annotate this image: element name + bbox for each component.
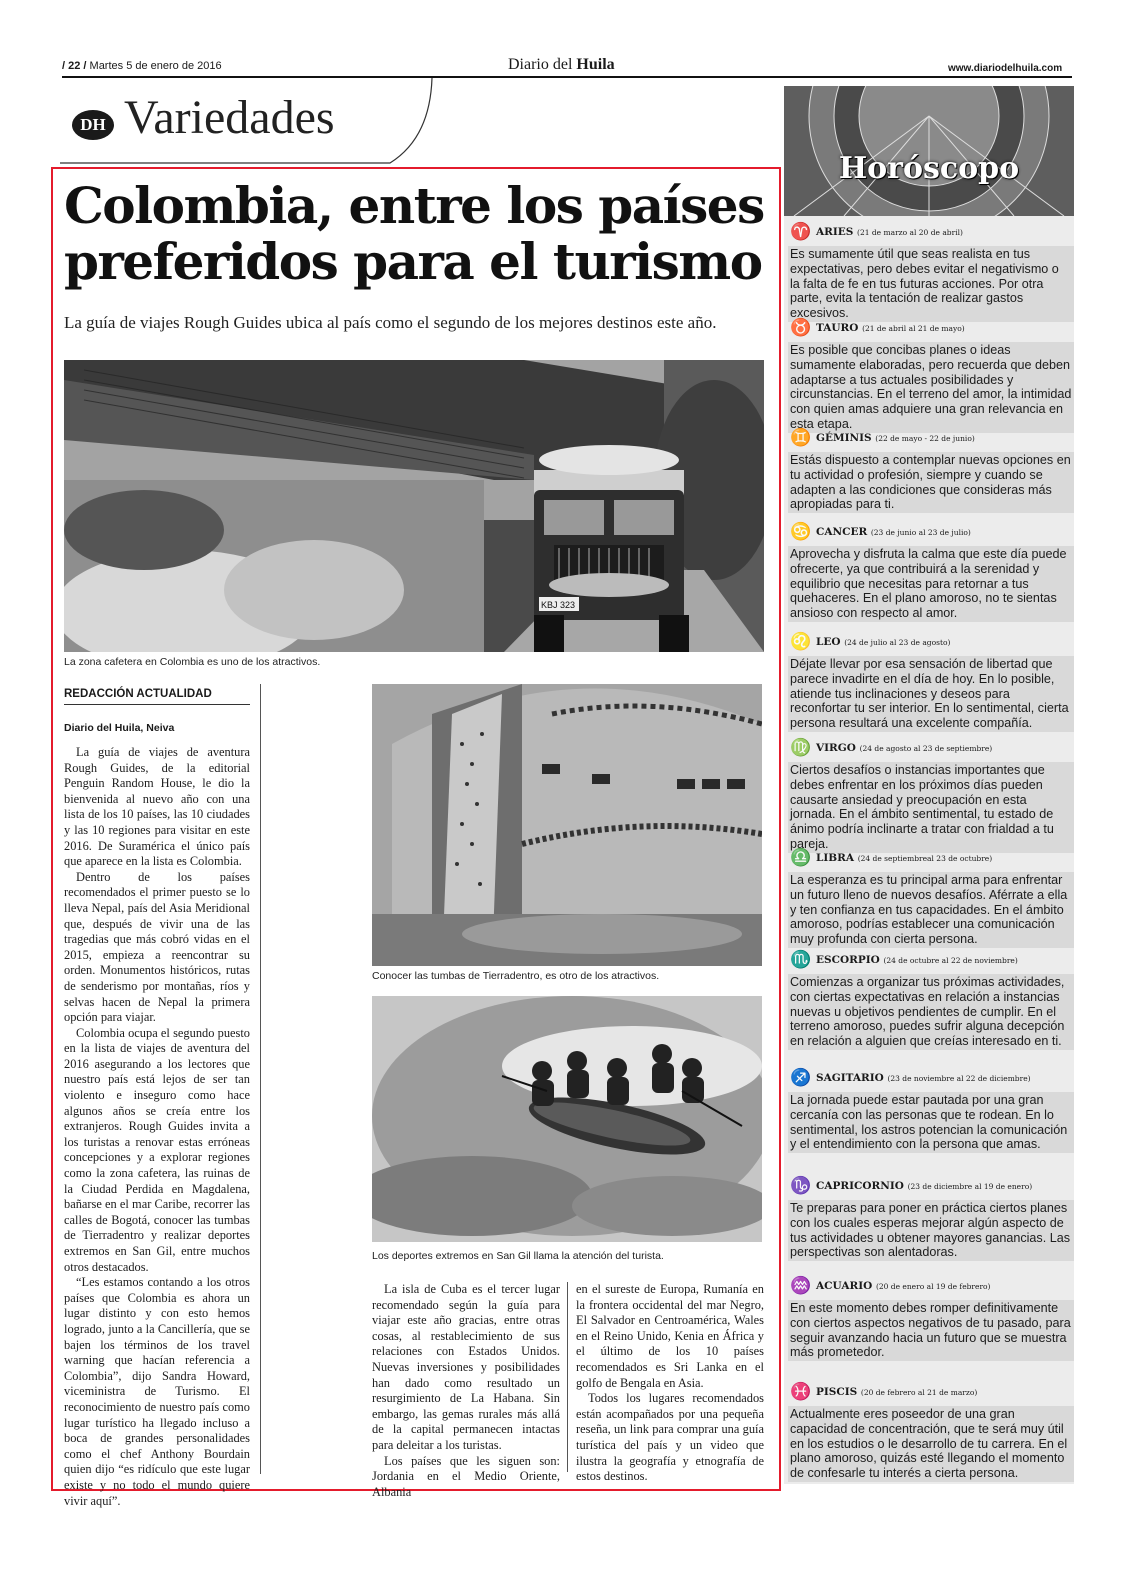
- zodiac-sign-dates: (20 de enero al 19 de febrero): [875, 1282, 991, 1291]
- body-paragraph: Todos los lugares recomendados están acompañados por una pequeña reseña, un link para comprar una guía turística del país y un video que ilustra la geografía y etnografía de estos destinos.: [576, 1391, 764, 1484]
- horoscope-sign-heading: [790, 848, 992, 868]
- zodiac-symbol-icon: ♒: [790, 1276, 812, 1296]
- horoscope-sign-text: Es posible que concibas planes o ideas sumamente elaboradas, pero recuerda que deben adaptarse a tus actuales posibilidades y circunstancias. En el terreno del amor, la intimidad con quien amas adquiere una gran relevancia en esta etapa.: [788, 342, 1074, 433]
- horoscope-sign-text: Aprovecha y disfruta la calma que este día puede ofrecerte, ya que contribuirá a la serenidad y equilibrio que necesitas para retornar a tus quehaceres. En el plano amoroso, no te sientas ansioso con respecto al amor.: [788, 546, 1074, 622]
- horoscope-sign-heading: [790, 950, 1018, 970]
- horoscope-sign-heading: [790, 1276, 990, 1296]
- page-date: [62, 60, 222, 72]
- horoscope-sign-heading: [790, 222, 963, 242]
- newspaper-name: [508, 56, 615, 74]
- horoscope-sign-text: Actualmente eres poseedor de una gran capacidad de concentración, que te será muy útil en los estudios o le desarrollo de tu carrera. En el plano amoroso, quizás esté llegando el momento de confesarle tu interés a cierta persona.: [788, 1406, 1074, 1482]
- column-divider: [260, 684, 261, 1474]
- horoscope-sign-text: Déjate llevar por esa sensación de libertad que parece invadirte en el día de hoy. En lo posible, atiende tus inclinaciones y deseos para reconfortar tu ser interior. En lo sentimental, cierta persona resultará una excelente compañía.: [788, 656, 1074, 732]
- zodiac-sign-name: CANCER: [816, 526, 871, 538]
- photo-caption-1: La zona cafetera en Colombia es uno de los atractivos.: [64, 656, 321, 668]
- horoscope-sign-heading: [790, 632, 950, 652]
- zodiac-symbol-icon: ♌: [790, 632, 812, 652]
- zodiac-sign-name: SAGITARIO: [816, 1072, 888, 1084]
- zodiac-sign-name: TAURO: [816, 322, 863, 334]
- photo-san-gil-rafting: [372, 996, 762, 1242]
- zodiac-sign-name: VIRGO: [816, 742, 860, 754]
- byline: REDACCIÓN ACTUALIDAD: [64, 688, 212, 700]
- body-paragraph: en el sureste de Europa, Rumanía en la frontera occidental del mar Negro, El Salvador en Centroamérica, Wales en el Reino Unido, Kenia en África y el último de los 10 países recomendados es Sri Lanka en el golfo de Bengala en Asia.: [576, 1282, 764, 1390]
- zodiac-sign-name: ARIES: [816, 226, 858, 238]
- paper-name-a: Diario del: [508, 56, 577, 73]
- dateline: Diario del Huila, Neiva: [64, 722, 175, 734]
- zodiac-symbol-icon: ♊: [790, 428, 812, 448]
- article-column-3: [576, 1282, 764, 1485]
- website-url[interactable]: www.diariodelhuila.com: [948, 63, 1063, 74]
- horoscope-sign-heading: [790, 1068, 1031, 1088]
- article-column-2: [372, 1282, 560, 1500]
- zodiac-sign-name: PISCIS: [816, 1386, 861, 1398]
- zodiac-sign-name: LEO: [816, 636, 845, 648]
- dh-logo: DH: [72, 110, 114, 140]
- body-paragraph: “Les estamos contando a los otros países que Colombia es ahora un lugar distinto y con esto hemos logrado, junto a la Cancillería, que se bajen los términos de los travel warning que hacían referencia a Colombia”, dijo Sandra Howard, viceministra de Turismo. El reconocimiento de nuestro país como lugar turístico ha llegado incluso a boca de grandes personalidades como el chef Anthony Bourdain quien dijo “es ridículo que este lugar existe y no todo el mundo quiere vivir aquí”.: [64, 1275, 250, 1508]
- body-paragraph: La guía de viajes de aventura Rough Guides, de la editorial Penguin Random House, le dio la bienvenida al nuevo año con una lista de los 10 países, las 10 ciudades y las 10 regiones para visitar en este 2016. De Suramérica el único país que aparece en la lista es Colombia.: [64, 745, 250, 869]
- zodiac-sign-dates: (21 de marzo al 20 de abril): [857, 228, 963, 237]
- zodiac-sign-name: ACUARIO: [816, 1280, 876, 1292]
- zodiac-sign-dates: (21 de abril al 21 de mayo): [862, 324, 965, 333]
- zodiac-sign-dates: (22 de mayo - 22 de junio): [875, 434, 975, 443]
- byline-rule: [64, 704, 250, 705]
- horoscope-sign-text: En este momento debes romper definitivamente con ciertos aspectos negativos de tu pasado, para seguir avanzando hacia un futuro que se muestra más prometedor.: [788, 1300, 1074, 1361]
- zodiac-symbol-icon: ♉: [790, 318, 812, 338]
- body-paragraph: Los países que les siguen son: Jordania en el Medio Oriente, Albania: [372, 1453, 560, 1499]
- zodiac-sign-name: GÉMINIS: [816, 432, 876, 444]
- photo-tierradentro-tombs: [372, 684, 762, 966]
- horoscope-sign-heading: [790, 1176, 1032, 1196]
- horoscope-sign-heading: [790, 318, 965, 338]
- body-paragraph: Dentro de los países recomendados el primer puesto se lo lleva Nepal, país del Asia Meridional que, después de vivir una de las tragedias que más cobró vidas en el 2015, empieza a reencontrar su orden. Monumentos históricos, rutas de senderismo por montañas, ríos y selvas hacen de Nepal la primera opción para viajar.: [64, 869, 250, 1025]
- body-paragraph: La isla de Cuba es el tercer lugar recomendado según la guía para viajar este año gracias, entre otras cosas, al restablecimiento de sus relaciones con Estados Unidos. Nuevas inversiones y posibilidades han dado como resultado un resurgimiento de La Habana. Sin embargo, las gemas rurales más allá de la capital permanecen intactas para deleitar a los turistas.: [372, 1282, 560, 1452]
- zodiac-sign-dates: (23 de junio al 23 de julio): [870, 528, 971, 537]
- license-plate-text: KBJ 323: [541, 600, 576, 610]
- subheadline: La guía de viajes Rough Guides ubica al país como el segundo de los mejores destinos este año.: [64, 313, 717, 332]
- zodiac-symbol-icon: ♎: [790, 848, 812, 868]
- section-title: Variedades: [124, 91, 335, 144]
- horoscope-sign-heading: [790, 738, 992, 758]
- zodiac-sign-dates: (24 de septiembreal 23 de octubre): [857, 854, 993, 863]
- zodiac-sign-dates: (24 de agosto al 23 de septiembre): [859, 744, 993, 753]
- page-number: / 22 /: [62, 60, 87, 72]
- horoscope-title: Horóscopo: [838, 151, 1020, 186]
- zodiac-symbol-icon: ♏: [790, 950, 812, 970]
- horoscope-sign-text: La jornada puede estar pautada por una gran cercanía con las personas que te rodean. En lo sentimental, los astros potencian la comunicación y el entendimiento con la persona que amas.: [788, 1092, 1074, 1153]
- horoscope-sign-text: La esperanza es tu principal arma para enfrentar un futuro lleno de nuevos desafíos. Aférrate a ella y ten confianza en tus capacidades. En el ámbito amoroso, podrías establecer una comunicación muy profunda con cierta persona.: [788, 872, 1074, 948]
- date-text: Martes 5 de enero de 2016: [89, 60, 222, 72]
- horoscope-sign-text: Ciertos desafíos o instancias importantes que debes enfrentar en los próximos días pueden causarte ansiedad y preocupación en esta jornada. En el ámbito sentimental, tu estado de ánimo podría inclinarte a tratar con frialdad a tu pareja.: [788, 762, 1074, 853]
- horoscope-sign-text: Te preparas para poner en práctica ciertos planes con los cuales esperas mejorar algún aspecto de tus actividades u obtener mayores ganancias. Las perspectivas son alentadoras.: [788, 1200, 1074, 1261]
- body-paragraph: Colombia ocupa el segundo puesto en la lista de viajes de aventura del 2016 asegurando a los lectores que nuestro país está lejos de ser tan violento e inseguro como hace algunos años se creía entre los extranjeros. Rough Guides invita a los turistas a renovar estas erróneas concepciones y a explorar regiones como la zona cafetera, las ruinas de la Ciudad Perdida en Magdalena, bañarse en el mar Caribe, recorrer las calles de Bogotá, conocer las tumbas de Tierradentro y realizar deportes extremos en San Gil, entre muchos otros destacados.: [64, 1025, 250, 1274]
- zodiac-symbol-icon: ♍: [790, 738, 812, 758]
- zodiac-sign-name: ESCORPIO: [816, 954, 884, 966]
- zodiac-sign-name: LIBRA: [816, 852, 858, 864]
- zodiac-symbol-icon: ♐: [790, 1068, 812, 1088]
- horoscope-sign-text: Es sumamente útil que seas realista en tus expectativas, pero debes evitar el negativismo o la falta de fe en tus futuras acciones. Por otra parte, evita la tentación de realizar gastos excesivos.: [788, 246, 1074, 322]
- article-column-1: [64, 745, 250, 1509]
- zodiac-symbol-icon: ♓: [790, 1382, 812, 1402]
- paper-name-b: Huila: [576, 56, 615, 73]
- horoscope-sign-text: Comienzas a organizar tus próximas actividades, con ciertas expectativas en relación a instancias nuevas u objetivos pendientes de cumplir. En el terreno amoroso, puedes sufrir alguna decepción en relación a alguien que creías interesado en ti.: [788, 974, 1074, 1050]
- photo-caption-3: Los deportes extremos en San Gil llama la atención del turista.: [372, 1250, 664, 1262]
- zodiac-symbol-icon: ♈: [790, 222, 812, 242]
- zodiac-sign-dates: (23 de noviembre al 22 de diciembre): [887, 1074, 1031, 1083]
- zodiac-sign-name: CAPRICORNIO: [816, 1180, 908, 1192]
- zodiac-sign-dates: (23 de diciembre al 19 de enero): [907, 1182, 1033, 1191]
- zodiac-symbol-icon: ♋: [790, 522, 812, 542]
- photo-caption-2: Conocer las tumbas de Tierradentro, es otro de los atractivos.: [372, 970, 660, 982]
- zodiac-symbol-icon: ♑: [790, 1176, 812, 1196]
- headline: Colombia, entre los países preferidos para el turismo: [64, 176, 764, 291]
- zodiac-sign-dates: (24 de julio al 23 de agosto): [844, 638, 951, 647]
- horoscope-sign-heading: [790, 522, 971, 542]
- column-divider: [567, 1282, 568, 1472]
- zodiac-sign-dates: (24 de octubre al 22 de noviembre): [883, 956, 1018, 965]
- horoscope-sign-heading: [790, 428, 975, 448]
- horoscope-sign-text: Estás dispuesto a contemplar nuevas opciones en tu actividad o profesión, siempre y cuando se adapten a las condiciones que consideras más apropiadas para ti.: [788, 452, 1074, 513]
- zodiac-sign-dates: (20 de febrero al 21 de marzo): [860, 1388, 978, 1397]
- horoscope-sign-heading: [790, 1382, 977, 1402]
- photo-coffee-region: [64, 360, 764, 652]
